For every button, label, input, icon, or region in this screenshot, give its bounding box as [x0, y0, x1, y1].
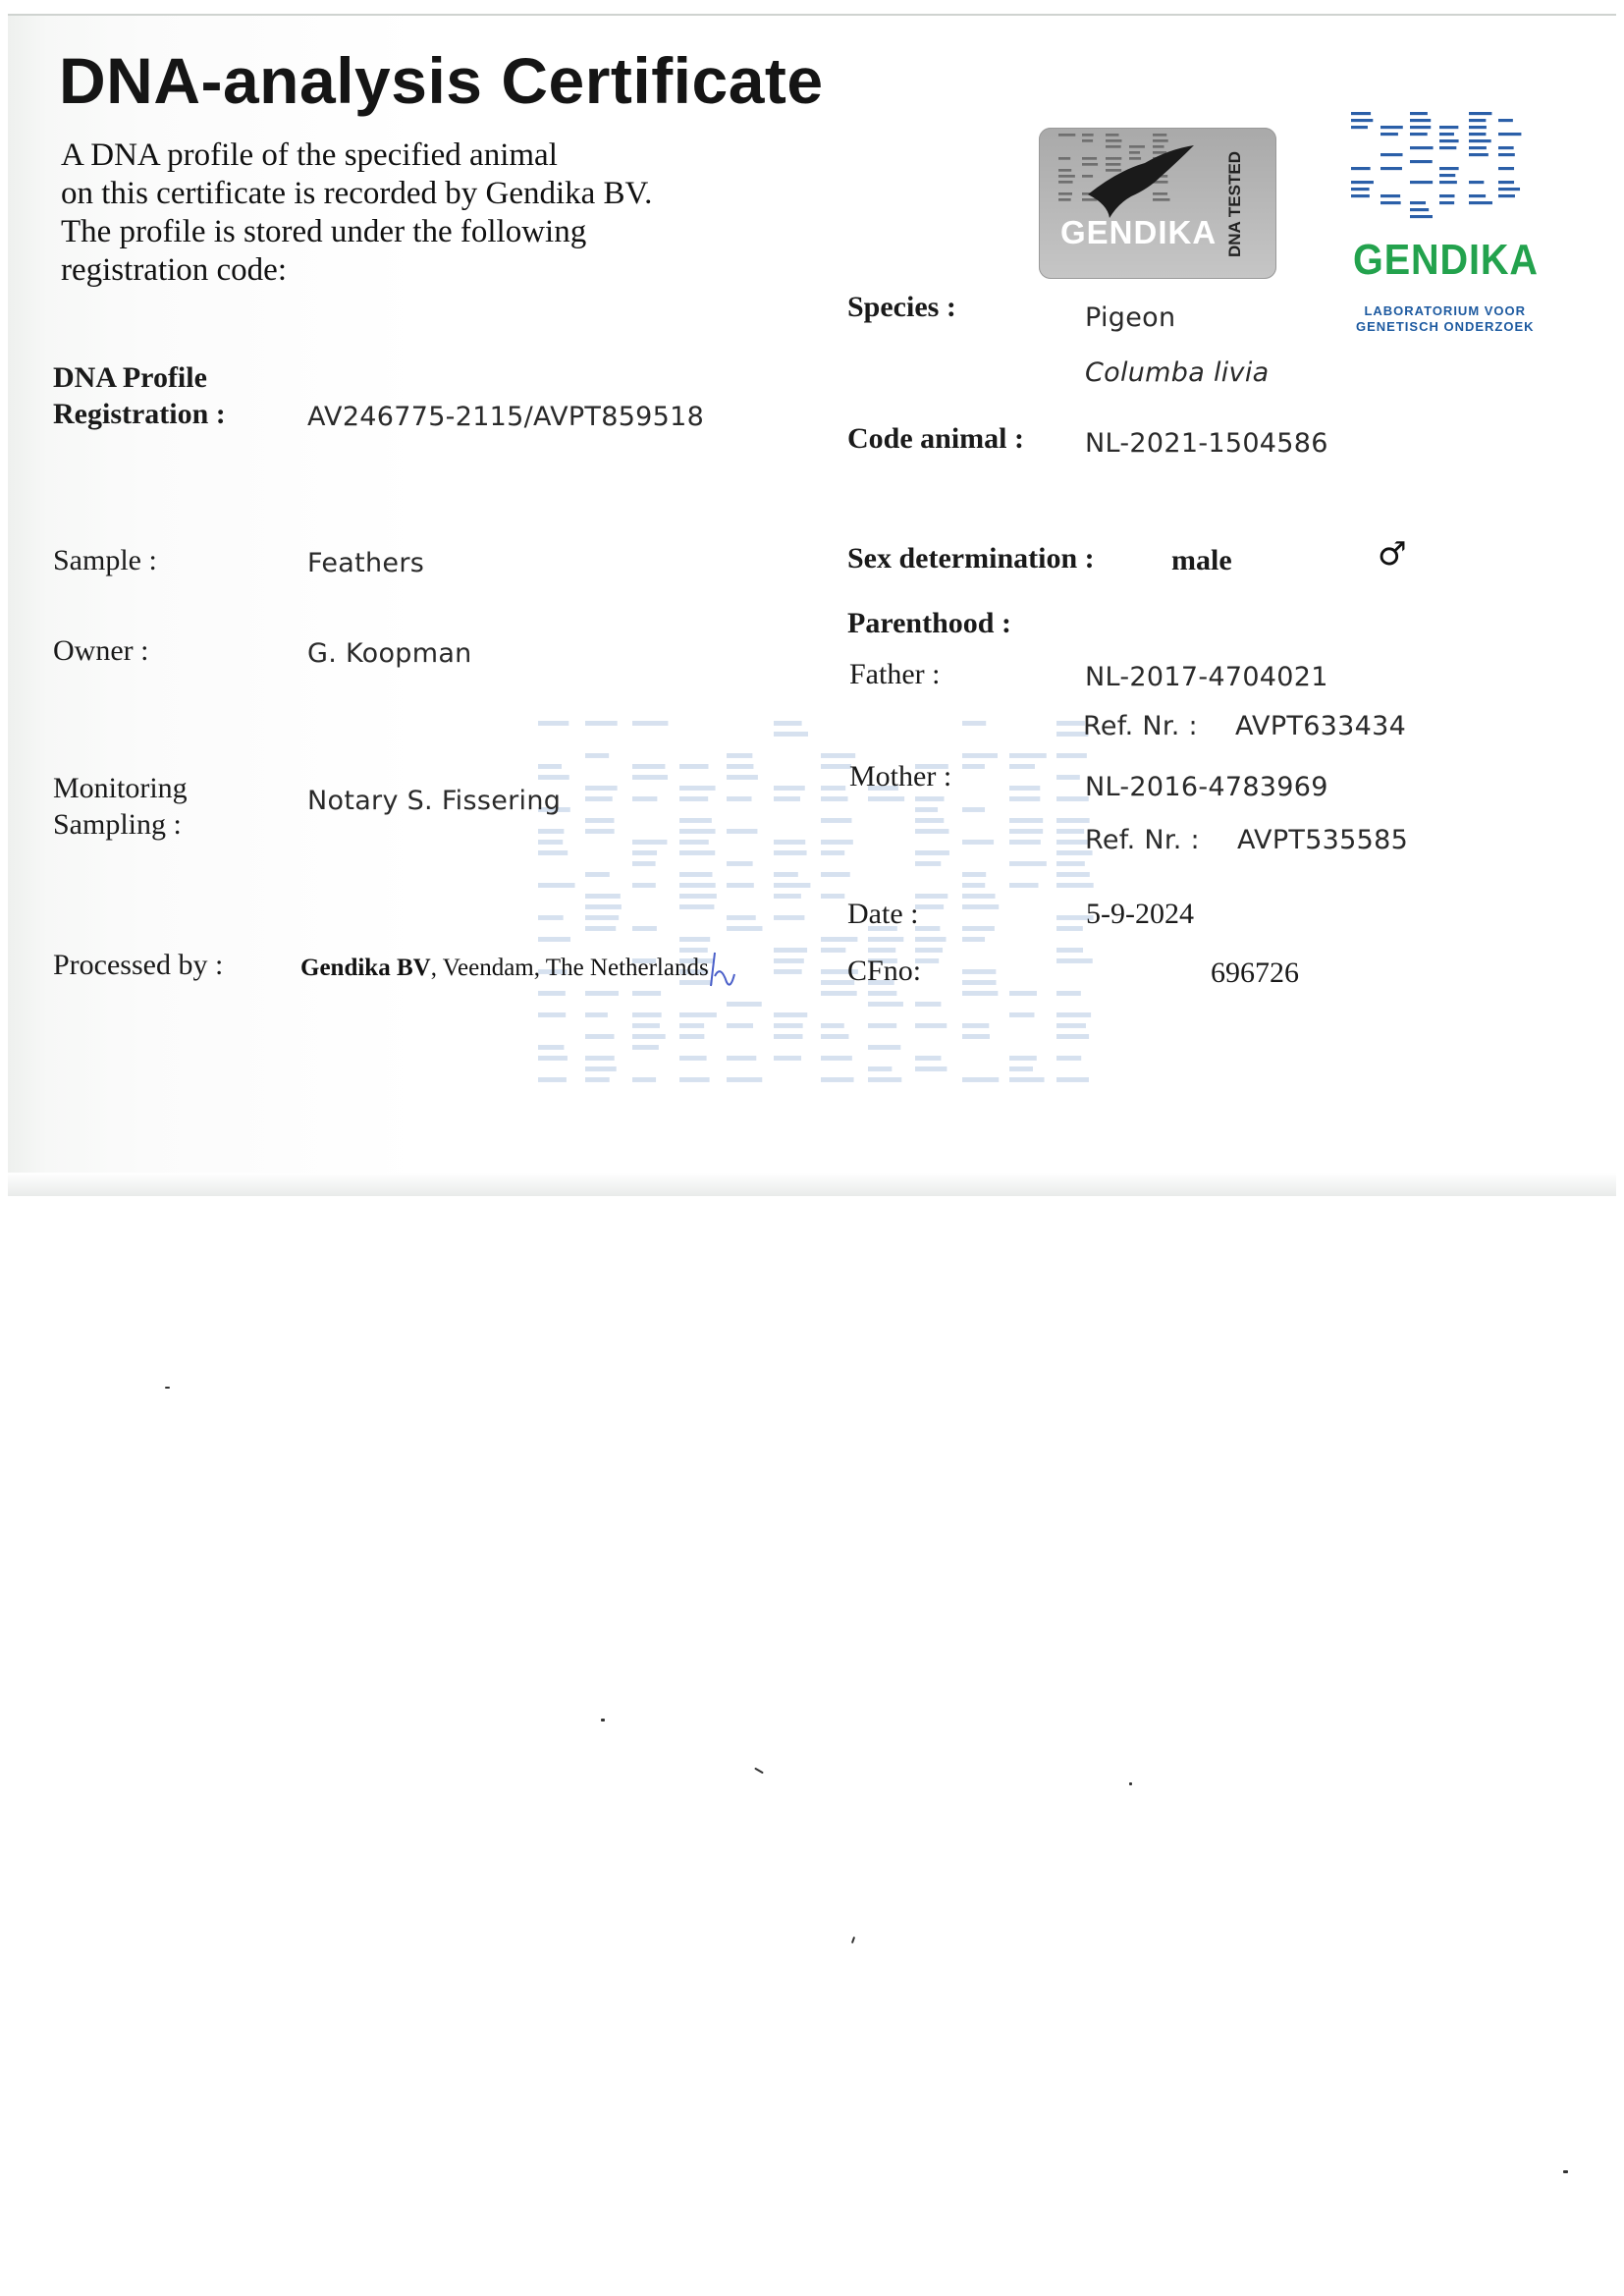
- processed-value: [300, 955, 709, 982]
- certificate-card: [8, 14, 1616, 1196]
- intro-text: [61, 137, 652, 290]
- father-value: NL-2017-4704021: [1085, 662, 1328, 692]
- code-animal-label: Code animal :: [847, 422, 1024, 455]
- code-animal-value: NL-2021-1504586: [1085, 428, 1328, 459]
- sex-label: Sex determination :: [847, 542, 1095, 574]
- mother-label: Mother :: [849, 760, 952, 793]
- sample-value: Feathers: [307, 548, 425, 578]
- father-ref-label: Ref. Nr. :: [1083, 711, 1198, 741]
- intro-line: registration code:: [61, 252, 288, 288]
- date-label: Date :: [847, 898, 919, 930]
- species-latin-value: Columba livia: [1085, 357, 1270, 388]
- owner-value: G. Koopman: [307, 638, 472, 669]
- cfno-value: 696726: [1211, 957, 1299, 989]
- monitoring-label: [53, 770, 188, 843]
- processed-label: Processed by :: [53, 949, 224, 981]
- logo-subtitle-line2: GENETISCH ONDERZOEK: [1356, 319, 1535, 334]
- registration-label: [53, 359, 226, 432]
- registration-label-line1: DNA Profile: [53, 361, 207, 394]
- mark-brand-text: GENDIKA: [1060, 214, 1218, 250]
- pen-mark-icon: [705, 947, 744, 996]
- father-label: Father :: [849, 658, 941, 690]
- top-rule: [8, 14, 1616, 16]
- father-ref-value: AVPT633434: [1235, 711, 1407, 741]
- dna-tested-text: DNA TESTED: [1225, 151, 1244, 257]
- owner-label: Owner :: [53, 634, 149, 667]
- gendika-logo-text: GENDIKA: [1353, 236, 1539, 284]
- monitoring-value: Notary S. Fissering: [307, 786, 562, 816]
- registration-label-line2: Registration :: [53, 398, 226, 430]
- processed-company: Gendika BV: [300, 955, 431, 981]
- scan-speck: [1563, 2170, 1568, 2173]
- scan-speck: [601, 1719, 605, 1722]
- scan-speck: [754, 1768, 764, 1775]
- scan-speck: [1129, 1782, 1132, 1785]
- male-symbol-icon: ♂: [1378, 534, 1407, 573]
- scan-speck: [851, 1937, 855, 1943]
- scan-speck: [165, 1387, 170, 1389]
- dna-bands-icon: [1351, 112, 1538, 230]
- sex-value: male: [1171, 544, 1232, 576]
- mother-ref-label: Ref. Nr. :: [1085, 825, 1200, 855]
- intro-line: The profile is stored under the following: [61, 214, 587, 249]
- intro-line: on this certificate is recorded by Gendika BV.: [61, 176, 653, 211]
- registration-value: AV246775-2115/AVPT859518: [307, 402, 705, 432]
- date-value: 5-9-2024: [1086, 898, 1194, 930]
- sample-label: Sample :: [53, 544, 157, 576]
- bottom-edge: [8, 1173, 1616, 1196]
- species-common-value: Pigeon: [1085, 302, 1176, 333]
- mother-ref-value: AVPT535585: [1237, 825, 1409, 855]
- species-label: Species :: [847, 291, 956, 323]
- monitoring-label-line1: Monitoring: [53, 772, 188, 804]
- mother-value: NL-2016-4783969: [1085, 772, 1328, 802]
- monitoring-label-line2: Sampling :: [53, 808, 182, 841]
- intro-line: A DNA profile of the specified animal: [61, 137, 558, 173]
- logo-subtitle-line1: LABORATORIUM VOOR: [1364, 303, 1527, 318]
- dna-watermark-icon: [538, 721, 1127, 1094]
- gendika-logo-subtitle: [1356, 303, 1535, 335]
- certificate-title: DNA-analysis Certificate: [59, 44, 824, 117]
- parenthood-label: Parenthood :: [847, 607, 1011, 639]
- cfno-label: CFno:: [847, 955, 922, 987]
- dove-icon: [1058, 134, 1216, 222]
- dna-tested-mark: [1039, 128, 1276, 279]
- processed-location: , Veendam, The Netherlands: [430, 955, 709, 981]
